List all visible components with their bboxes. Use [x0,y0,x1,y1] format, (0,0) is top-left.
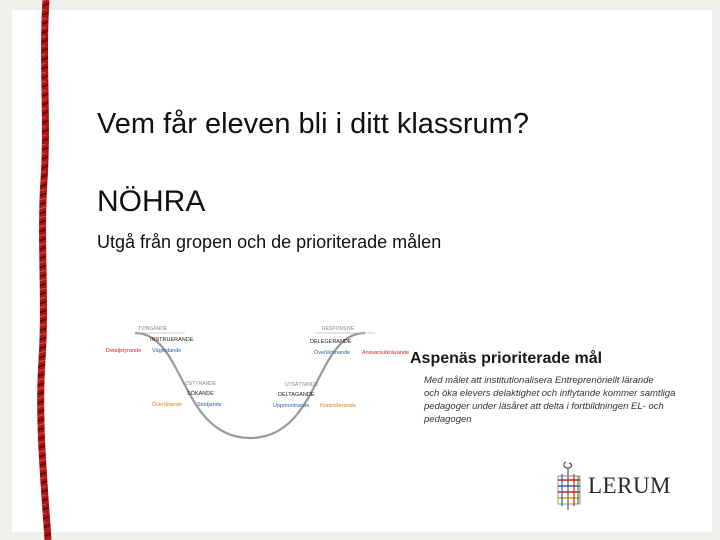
lerum-logo [552,460,682,512]
rope-decoration [32,0,60,540]
priority-goals-line: Med målet att institutionalisera Entreprenöriellt lärande [424,375,654,386]
priority-goals-line: och öka elevers delaktighet och inflytande kommer samtliga [424,388,676,399]
pit-label-left-red: Detaljstyrande [106,348,142,354]
pit-label-left-blue: Vägledande [152,348,182,354]
slide-canvas [12,10,712,532]
slide-title: Vem får eleven bli i ditt klassrum? [97,108,529,140]
slide-body-text: Utgå från gropen och de prioriterade målen [97,232,442,252]
priority-goals-title: Aspenäs prioriterade mål [410,350,603,367]
pit-label-bottom-left-orange: Överlåtande [152,402,182,408]
pit-label-right-blue: Överlämnande [314,350,351,356]
pit-label-bottom-left-mid: SÖKANDE [187,391,214,397]
priority-goals-block [410,350,710,426]
pit-diagram [90,318,410,446]
pit-label-bottom-right-orange: Kontrollerande [320,403,356,409]
pit-label-left-top: TVINGANDE [138,326,168,332]
lerum-emblem-icon [552,460,586,512]
priority-goals-line: pedagogen [424,414,472,425]
priority-goals-line: pedagoger under läsåret att delta i fortbildningen EL- och [424,401,664,412]
pit-label-right-red: Ansvarsutkrävande [362,350,410,356]
pit-label-bottom-right-top: UTSÄTTANDE [285,382,318,388]
pit-label-bottom-left-top: OSTYRANDE [185,381,217,387]
pit-label-right-top: RESPONSIVE [322,326,355,332]
pit-label-right-mid: DELEGERANDE [310,339,352,345]
slide-subtitle: NÖHRA [97,185,206,218]
pit-label-bottom-left-blue: Stödjande [197,402,222,408]
pit-label-left-mid: INSTRUERANDE [150,337,194,343]
lerum-logo-text: LERUM [588,473,671,498]
pit-label-bottom-right-blue: Uppmuntrande [273,403,310,409]
pit-label-bottom-right-mid: DELTAGANDE [278,392,315,398]
